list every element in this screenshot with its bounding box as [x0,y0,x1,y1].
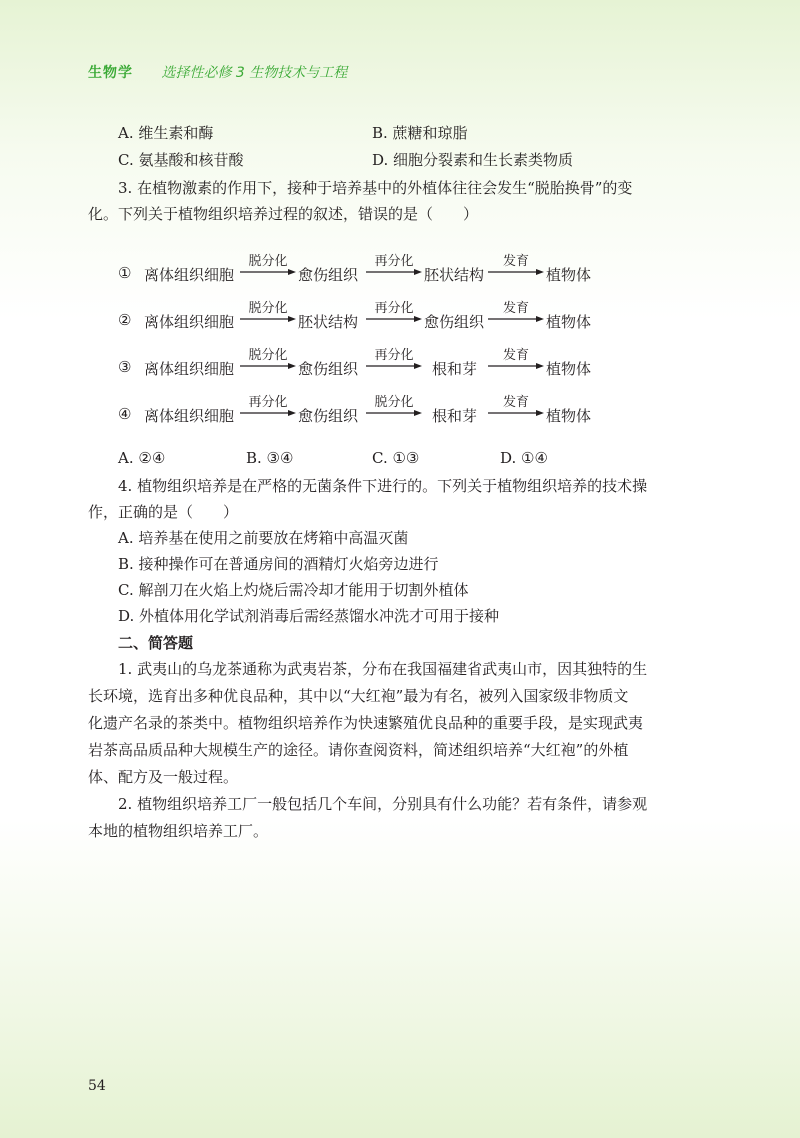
q3-line1: 3. 在植物激素的作用下，接种于培养基中的外植体往往会发生“脱胎换骨”的变 [118,179,633,197]
flow-arrow [366,297,422,333]
arrow-icon [366,268,422,276]
section-heading: 二、简答题 [118,634,194,652]
arrow-icon [366,362,422,370]
subject-title: 生物学 [88,65,133,81]
flow-arrow [488,344,544,380]
flow-mid: 愈伤组织 [298,407,359,425]
flow-arrow [240,297,296,333]
flow-end: 植物体 [546,407,592,425]
arrow-label: 脱分化 [374,395,414,410]
flow-row [118,297,718,337]
flow-start: 离体组织细胞 [144,360,235,378]
flow-start: 离体组织细胞 [144,266,235,284]
essay2-line: 本地的植物组织培养工厂。 [88,822,269,840]
arrow-label: 再分化 [374,301,414,316]
flow-arrow [240,344,296,380]
arrow-label: 再分化 [248,395,288,410]
arrow-label: 发育 [502,348,529,363]
q3-line2: 化。下列关于植物组织培养过程的叙述，错误的是（ ） [88,205,479,223]
flow-mid: 胚状结构 [298,313,359,331]
essay1-line: 长环境，选育出多种优良品种，其中以“大红袍”最为有名，被列入国家级非物质文 [88,687,629,705]
essay1-line: 1. 武夷山的乌龙茶通称为武夷岩茶，分布在我国福建省武夷山市，因其独特的生 [118,660,648,678]
flow-number: ① [118,264,132,282]
q3-option-d: D. ①④ [500,449,548,467]
flow-arrow [240,391,296,427]
q4-option-a: A. 培养基在使用之前要放在烤箱中高温灭菌 [118,529,409,547]
flow-third: 愈伤组织 [424,313,485,331]
q4-option-d: D. 外植体用化学试剂消毒后需经蒸馏水冲洗才可用于接种 [118,607,500,625]
arrow-icon [240,409,296,417]
arrow-label: 发育 [502,254,529,269]
arrow-label: 再分化 [374,254,414,269]
flow-end: 植物体 [546,313,592,331]
arrow-icon [488,315,544,323]
arrow-icon [240,362,296,370]
arrow-label: 脱分化 [248,301,288,316]
arrow-label: 脱分化 [248,348,288,363]
page-number: 54 [88,1078,106,1094]
arrow-label: 脱分化 [248,254,288,269]
flow-arrow [366,391,422,427]
arrow-icon [488,362,544,370]
arrow-icon [240,315,296,323]
flow-arrow [366,344,422,380]
flow-third: 根和芽 [432,407,478,425]
essay1-line: 化遗产名录的茶类中。植物组织培养作为快速繁殖优良品种的重要手段，是实现武夷 [88,714,644,732]
flow-arrow [488,297,544,333]
arrow-label: 再分化 [374,348,414,363]
flow-arrow [488,250,544,286]
arrow-label: 发育 [502,301,529,316]
flow-row [118,391,718,431]
essay2-line: 2. 植物组织培养工厂一般包括几个车间，分别具有什么功能？若有条件，请参观 [118,795,648,813]
arrow-icon [366,409,422,417]
q3-option-c: C. ①③ [372,449,420,467]
q2-option-c: C. 氨基酸和核苷酸 [118,151,244,169]
q3-option-a: A. ②④ [118,449,166,467]
q4-line1: 4. 植物组织培养是在严格的无菌条件下进行的。下列关于植物组织培养的技术操 [118,477,648,495]
essay1-line: 岩茶高品质品种大规模生产的途径。请你查阅资料，简述组织培养“大红袍”的外植 [88,741,629,759]
arrow-icon [488,268,544,276]
flow-third: 胚状结构 [424,266,485,284]
q2-option-d: D. 细胞分裂素和生长素类物质 [372,151,574,169]
q4-option-c: C. 解剖刀在火焰上灼烧后需冷却才能用于切割外植体 [118,581,469,599]
arrow-icon [240,268,296,276]
flow-row [118,344,718,384]
flow-end: 植物体 [546,266,592,284]
book-title: 选择性必修 3 生物技术与工程 [161,65,348,81]
flow-end: 植物体 [546,360,592,378]
arrow-icon [366,315,422,323]
flow-third: 根和芽 [432,360,478,378]
essay1-line: 体、配方及一般过程。 [88,768,239,786]
page-header [88,62,347,82]
flow-start: 离体组织细胞 [144,313,235,331]
arrow-icon [488,409,544,417]
flow-mid: 愈伤组织 [298,266,359,284]
arrow-label: 发育 [502,395,529,410]
flow-arrow [240,250,296,286]
q4-option-b: B. 接种操作可在普通房间的酒精灯火焰旁边进行 [118,555,439,573]
flow-mid: 愈伤组织 [298,360,359,378]
q4-line2: 作，正确的是（ ） [88,503,239,521]
flow-number: ③ [118,358,132,376]
flow-arrow [488,391,544,427]
flow-start: 离体组织细胞 [144,407,235,425]
q2-option-a: A. 维生素和酶 [118,124,214,142]
flow-arrow [366,250,422,286]
flow-number: ② [118,311,132,329]
flow-number: ④ [118,405,132,423]
q2-option-b: B. 蔗糖和琼脂 [372,124,468,142]
flow-row [118,250,718,290]
q3-option-b: B. ③④ [246,449,294,467]
